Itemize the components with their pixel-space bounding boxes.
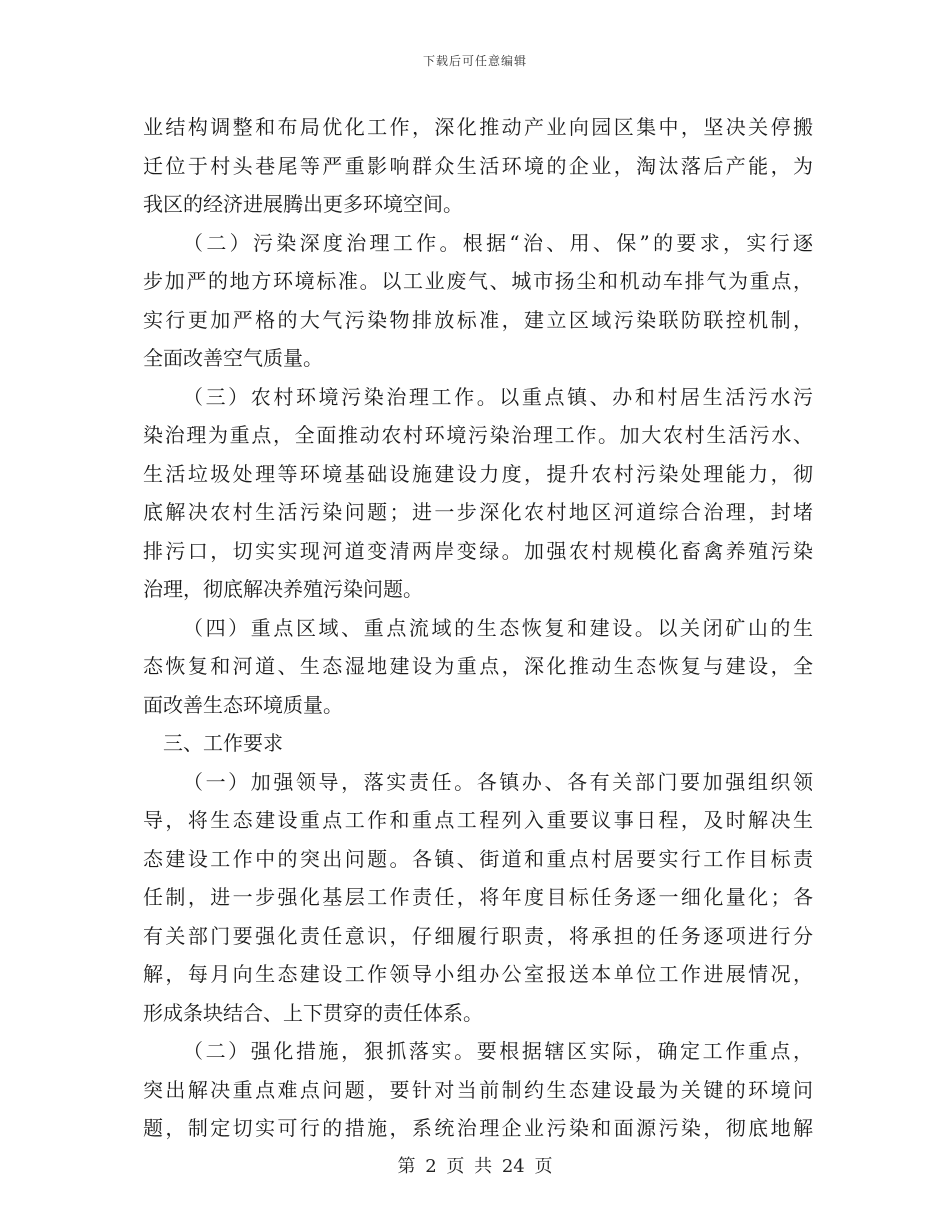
- text-line: 生活垃圾处理等环境基础设施建设力度，提升农村污染处理能力，彻: [143, 461, 813, 486]
- document-body: [143, 108, 813, 1148]
- section-heading: [143, 724, 813, 763]
- text-line: 形成条块结合、上下贯穿的责任体系。: [143, 1000, 483, 1025]
- text-line: （二）强化措施，狠抓落实。要根据辖区实际，确定工作重点，: [183, 1039, 813, 1063]
- text-line: 业结构调整和布局优化工作，深化推动产业向园区集中，坚决关停搬: [143, 115, 813, 139]
- paragraph: [143, 108, 813, 224]
- paragraph: [143, 224, 813, 378]
- text-line: 治理，彻底解决养殖污染问题。: [143, 577, 423, 601]
- text-line: （四）重点区域、重点流域的生态恢复和建设。以关闭矿山的生: [183, 615, 813, 640]
- text-line: （三）农村环境污染治理工作。以重点镇、办和村居生活污水污: [183, 384, 813, 409]
- text-line: 有关部门要强化责任意识，仔细履行职责，将承担的任务逐项进行分: [143, 923, 813, 948]
- text-line: 我区的经济进展腾出更多环境空间。: [143, 192, 463, 216]
- text-line: 突出解决重点难点问题，要针对当前制约生态建设最为关键的环境问: [143, 1077, 813, 1102]
- text-line: 底解决农村生活污染问题；进一步深化农村地区河道综合治理，封堵: [143, 500, 813, 524]
- text-line: 任制，进一步强化基层工作责任，将年度目标任务逐一细化量化；各: [143, 885, 813, 909]
- page-header: 下载后可任意编辑: [422, 54, 527, 68]
- paragraph: [143, 609, 813, 725]
- text-line: 迁位于村头巷尾等严重影响群众生活环境的企业，淘汰落后产能，为: [143, 153, 813, 178]
- text-line: 解，每月向生态建设工作领导小组办公室报送本单位工作进展情况，: [143, 962, 813, 986]
- text-line: 实行更加严格的大气污染物排放标准，建立区域污染联防联控机制，: [143, 307, 813, 332]
- text-line: 面改善生态环境质量。: [143, 692, 343, 717]
- text-line: （一）加强领导，落实责任。各镇办、各有关部门要加强组织领: [183, 769, 813, 794]
- section-heading-text: 三、工作要求: [163, 731, 283, 755]
- text-line: 态恢复和河道、生态湿地建设为重点，深化推动生态恢复与建设，全: [143, 654, 813, 678]
- text-line: 步加严的地方环境标准。以工业废气、城市扬尘和机动车排气为重点，: [143, 269, 813, 293]
- page-number-footer: 第 2 页 共 24 页: [397, 1156, 553, 1177]
- text-line: 导，将生态建设重点工作和重点工程列入重要议事日程，及时解决生: [143, 808, 813, 832]
- paragraph: [143, 1032, 813, 1148]
- paragraph: [143, 763, 813, 1033]
- paragraph: [143, 378, 813, 609]
- text-line: 题，制定切实可行的措施，系统治理企业污染和面源污染，彻底地解: [143, 1116, 813, 1140]
- text-line: 全面改善空气质量。: [143, 346, 323, 370]
- text-line: 排污口，切实实现河道变清两岸变绿。加强农村规模化畜禽养殖污染: [143, 538, 813, 563]
- text-line: 染治理为重点，全面推动农村环境污染治理工作。加大农村生活污水、: [143, 423, 813, 447]
- text-line: 态建设工作中的突出问题。各镇、街道和重点村居要实行工作目标责: [143, 846, 813, 871]
- text-line: （二）污染深度治理工作。根据“治、用、保”的要求，实行逐: [183, 230, 813, 255]
